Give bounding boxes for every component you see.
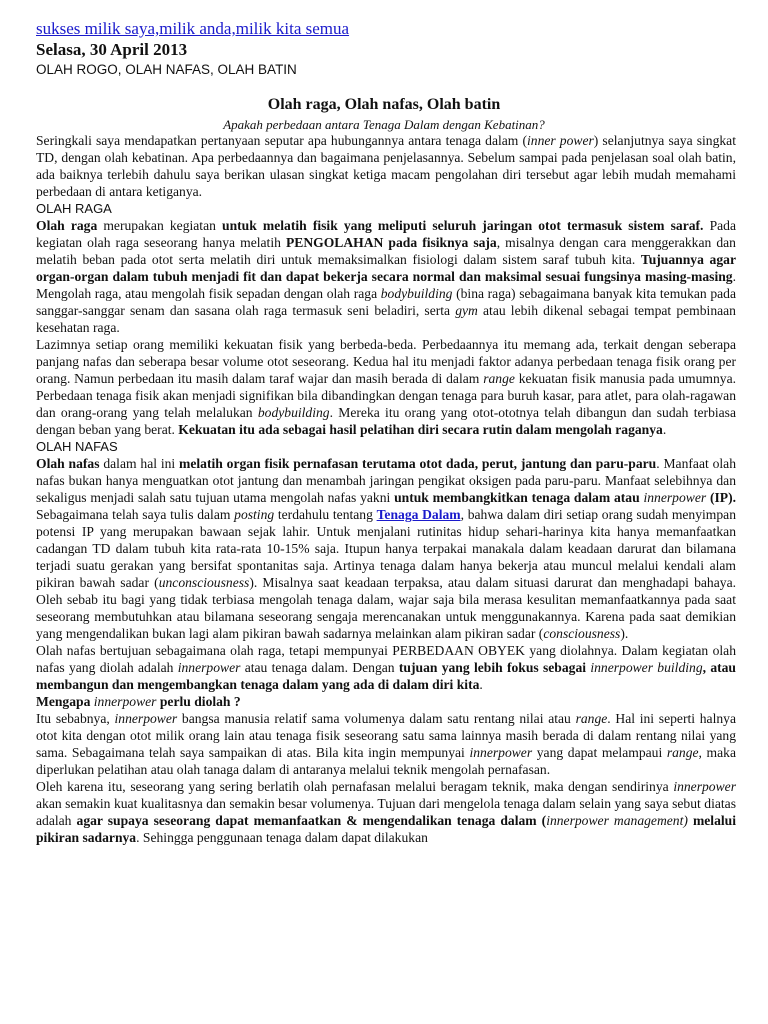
- text: untuk melatih fisik yang meliputi seluruh jaringan otot termasuk sistem saraf.: [222, 218, 704, 233]
- text: , misalnya dengan cara menggerakkan dan melatih beban pada otot serta melatih diri untuk memaksimalkan fisiologi dalam sistem saraf tubuh kita.: [36, 235, 736, 267]
- olah-nafas-paragraph-2: [36, 642, 736, 693]
- tenaga-dalam-link[interactable]: Tenaga Dalam: [376, 507, 461, 522]
- text: merupakan kegiatan: [97, 218, 223, 233]
- text: range: [575, 711, 608, 726]
- text: ). Misalnya saat keadaan terpaksa, atau dalam situasi darurat dan menghadapi bahaya. Oleh sebab itu bagi yang tidak terbiasa mengolah tenaga dalam, wajar saja bila merasa kesulitan memanfaatkannya pada saat seseorang membutuhkan atau bilamana seseorang sengaja merencanakan untuk menggunakannya. Karena pada saat demikian yang mengendalikan bukan lagi alam pikiran bawah sadarnya melainkan alam pikiran sadar (: [36, 575, 736, 641]
- text: .: [662, 422, 667, 437]
- text: innerpower: [93, 694, 157, 709]
- text: innerpower building: [590, 660, 703, 675]
- text: innerpower: [643, 490, 707, 505]
- article-body: [36, 132, 736, 846]
- text: Itu sebabnya,: [36, 711, 115, 726]
- text: (IP).: [706, 490, 736, 505]
- text: untuk membangkitkan tenaga dalam atau: [394, 490, 644, 505]
- text: range: [666, 745, 699, 760]
- text: terdahulu tentang: [274, 507, 377, 522]
- text: atau tenaga dalam. Dengan: [240, 660, 399, 675]
- text: bodybuilding: [257, 405, 330, 420]
- text: Kekuatan itu ada sebagai hasil pelatihan diri secara rutin dalam mengolah raganya: [178, 422, 663, 437]
- text: innerpower: [469, 745, 533, 760]
- text: ) selanjutnya saya singkat TD, dengan olah kebatinan. Apa perbedaannya dan bagaimana penjelasannya. Sebelum sampai pada penjelasan soal olah batin, ada baiknya terlebih dahulu saya berikan ulasan singkat ketiga macam pengolahan diri tersebut agar lebih mudah memahami perbedaan di antara ketiganya.: [36, 133, 736, 199]
- text: , maka diperlukan pelatihan atau olah tanaga dalam di antaranya melalui teknik mengolah pernafasan.: [36, 745, 736, 777]
- text: . Mengolah raga, atau mengolah fisik sepadan dengan olah raga: [36, 269, 736, 301]
- text: Seringkali saya mendapatkan pertanyaan seputar apa hubungannya antara tenaga dalam (: [36, 133, 527, 148]
- text: ).: [620, 626, 629, 641]
- text: innerpower management): [546, 813, 688, 828]
- text: . Mereka itu orang yang otot-ototnya telah dibangun dan sudah terbiasa dengan beban yang berat.: [36, 405, 736, 437]
- text: Olah raga: [36, 218, 98, 233]
- post-date: Selasa, 30 April 2013: [36, 40, 188, 59]
- text: innerpower: [177, 660, 241, 675]
- text: dalam hal ini: [99, 456, 180, 471]
- text: . Hal ini seperti halnya otot kita dengan otot milik orang lain atau tenaga fisik seseorang satu sama lainnya masih berada di dalam rentang nilai yang sama. Sebagaimana telah saya sampaikan di atas. Bila kita ingin mempunyai: [36, 711, 736, 760]
- section-heading-olah-raga: OLAH RAGA: [36, 201, 112, 216]
- article-subtitle: Apakah perbedaan antara Tenaga Dalam dengan Kebatinan?: [223, 117, 545, 132]
- text: consciousness: [543, 626, 621, 641]
- question-heading: [36, 693, 736, 710]
- text: yang dapat melampaui: [532, 745, 667, 760]
- text: Olah nafas bertujuan sebagaimana olah raga, tetapi mempunyai PERBEDAAN OBYEK yang diolahnya. Dalam kegiatan olah nafas yang diolah adalah: [36, 643, 736, 675]
- text: perlu diolah ?: [156, 694, 241, 709]
- text: bodybuilding: [380, 286, 453, 301]
- text: Lazimnya setiap orang memiliki kekuatan fisik yang berbeda-beda. Perbedaannya itu memang ada, terkait dengan seberapa panjang nafas dan seberapa besar volume otot seseorang. Kedua hal itu menjadi faktor adanya perbedaan tenaga fisik orang per orang. Namun perbedaan itu masih dalam taraf wajar dan masih berada di dalam: [36, 337, 736, 386]
- text: tujuan yang lebih fokus sebagai: [398, 660, 591, 675]
- text: , bahwa dalam diri setiap orang sudah menyimpan potensi IP yang merupakan bawaan sejak lahir. Untuk menjalani rutinitas hidup sehari-harinya kita hanya memanfaatkan cadangan TD dalam tubuh kita rata-rata 10-15% saja. Itupun hanya terpakai manakala dalam keadaan darurat dan bilamana terjadi suatu gerakan yang bersifat spontanitas saja. Artinya tenaga dalam hanya bekerja atau muncul melalui kendali alam pikiran bawah sadar (: [36, 507, 736, 590]
- text: atau lebih dikenal sebagai tempat pembinaan kesehatan raga.: [36, 303, 736, 335]
- text: Mengapa: [36, 694, 94, 709]
- olah-raga-paragraph-1: [36, 217, 736, 336]
- blog-title-link[interactable]: sukses milik saya,milik anda,milik kita semua: [36, 19, 350, 38]
- text: bangsa manusia relatif sama volumenya dalam satu rentang nilai atau: [177, 711, 576, 726]
- text: Sebagaimana telah saya tulis dalam: [36, 507, 235, 522]
- text: Pada kegiatan olah raga seseorang hanya melatih: [36, 218, 736, 250]
- text: (bina raga) sebagaimana banyak kita temukan pada sanggar-sanggar senam dan sasana olah raga termasuk seni beladiri, serta: [36, 286, 736, 318]
- text: PENGOLAHAN pada fisiknya saja: [285, 235, 497, 250]
- olah-nafas-paragraph-4: [36, 778, 736, 846]
- text: kekuatan fisik manusia pada umumnya. Perbedaan tenaga fisik akan menjadi signifikan bila dibandingkan dengan tenaga para buruh kasar, para atlet, para olah-ragawan dan orang-orang yang telah melalukan: [36, 371, 736, 420]
- text: unconsciousness: [158, 575, 250, 590]
- intro-paragraph: [36, 132, 736, 200]
- olah-raga-paragraph-2: [36, 336, 736, 438]
- text: . Sehingga penggunaan tenaga dalam dapat dilakukan: [136, 830, 428, 845]
- text: Olah nafas: [36, 456, 100, 471]
- text: , atau membangun dan mengembangkan tenaga dalam yang ada di dalam diri kita: [36, 660, 736, 692]
- text: .: [479, 677, 483, 692]
- section-heading-olah-nafas: OLAH NAFAS: [36, 439, 118, 454]
- text: range: [483, 371, 515, 386]
- text: Tujuannya agar organ-organ dalam tubuh menjadi fit dan dapat bekerja secara normal dan maksimal sesuai fungsinya masing-masing: [36, 252, 736, 284]
- text: gym: [455, 303, 478, 318]
- text: inner power: [527, 133, 594, 148]
- text: innerpower: [114, 711, 178, 726]
- olah-nafas-paragraph-1: [36, 455, 736, 642]
- text: melalui pikiran sadarnya: [36, 813, 736, 845]
- text: . Manfaat olah nafas bukan hanya menguatkan otot jantung dan menambah jaringan pengikat oksigen pada paru-paru. Manfaat selebihnya dan sekaligus menjadi salah satu tujuan utama mengolah nafas yakni: [36, 456, 736, 505]
- text: melatih organ fisik pernafasan terutama otot dada, perut, jantung dan paru-paru: [179, 456, 657, 471]
- text: posting: [234, 507, 275, 522]
- article-title: Olah raga, Olah nafas, Olah batin: [267, 96, 501, 113]
- text: agar supaya seseorang dapat memanfaatkan & mengendalikan tenaga dalam (: [76, 813, 547, 828]
- text: innerpower: [673, 779, 736, 794]
- post-title: OLAH ROGO, OLAH NAFAS, OLAH BATIN: [36, 62, 297, 77]
- olah-nafas-paragraph-3: [36, 710, 736, 778]
- text: akan semakin kuat kualitasnya dan semakin besar volumenya. Tujuan dari mengelola tenaga dalam selain yang saya sebut diatas adalah: [36, 796, 736, 828]
- text: Oleh karena itu, seseorang yang sering berlatih olah pernafasan melalui beragam teknik, maka dengan sendirinya: [36, 779, 674, 794]
